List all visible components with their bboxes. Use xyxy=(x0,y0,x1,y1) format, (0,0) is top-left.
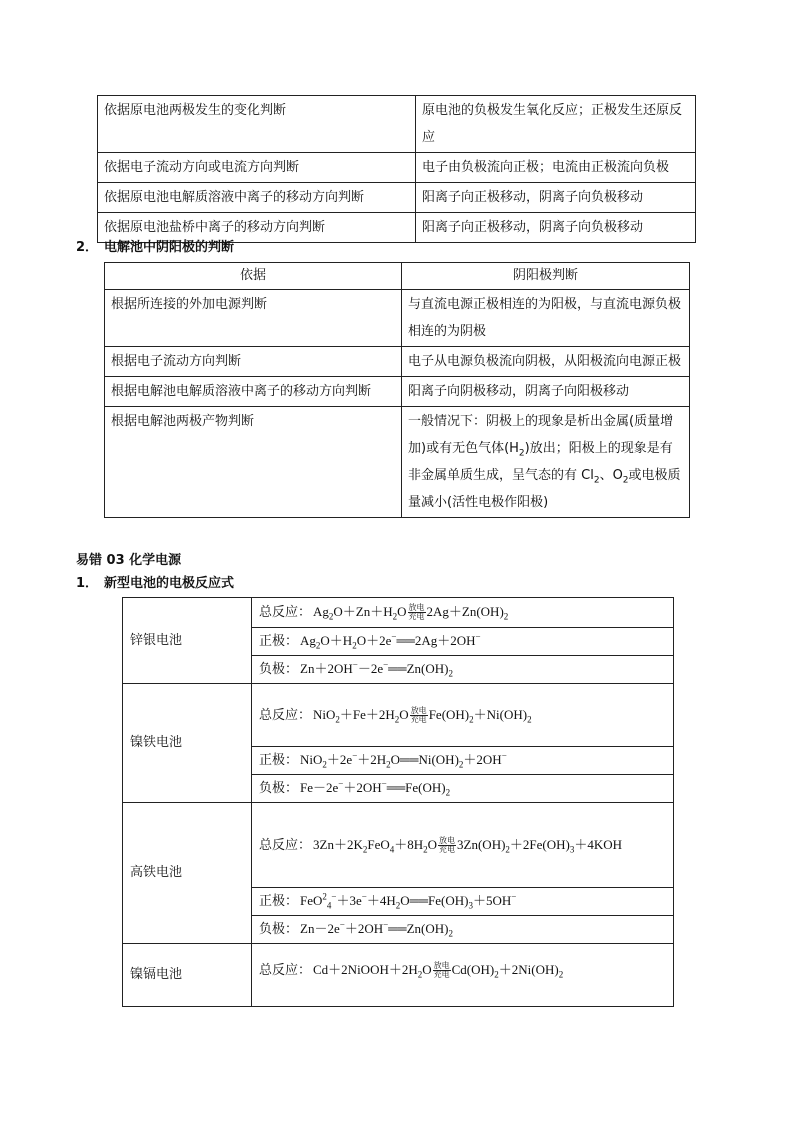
negative-electrode-cell: 负极： $Zn-2e^-+2OH^-══Zn(OH)_2$ xyxy=(252,916,674,944)
result-cell: 电子从电源负极流向阴极，从阳极流向电源正极 xyxy=(402,347,690,377)
basis-cell: 根据电解池两极产物判断 xyxy=(105,407,402,518)
primary-cell-judgment-table xyxy=(97,95,696,243)
column-header-basis: 依据 xyxy=(105,263,402,290)
result-cell: 原电池的负极发生氧化反应；正极发生还原反应 xyxy=(416,96,696,153)
result-cell: 阳离子向正极移动，阴离子向负极移动 xyxy=(416,213,696,243)
discharge-charge-condition: 放电 充电 xyxy=(433,961,450,979)
positive-electrode-cell: 正极： $Ag_2O+H_2O+2e^-══2Ag+2OH^-$ xyxy=(252,628,674,656)
table-row xyxy=(123,598,674,628)
section-heading-electrolysis xyxy=(76,236,234,255)
basis-cell: 依据电子流动方向或电流方向判断 xyxy=(98,153,416,183)
table-row xyxy=(123,803,674,888)
battery-name: 镍铁电池 xyxy=(123,684,252,803)
basis-cell: 根据所连接的外加电源判断 xyxy=(105,290,402,347)
battery-reaction-table xyxy=(122,597,674,1007)
electrolytic-cell-judgment-table xyxy=(104,262,690,518)
total-reaction-cell: 总反应： $3Zn+2K_2FeO_4+8H_2O$ 放电 充电 $3Zn(OH)_2+2Fe(OH)_3+4KOH$ xyxy=(252,803,674,888)
result-cell: 一般情况下：阴极上的现象是析出金属(质量增加)或有无色气体$(H_2)$放出；阳极上的现象是有非金属单质生成，呈气态的有 $Cl_2$、$O_2$或电极质量减小(活性电极作阳极) xyxy=(402,407,690,518)
battery-name: 高铁电池 xyxy=(123,803,252,944)
result-cell: 阳离子向正极移动，阴离子向负极移动 xyxy=(416,183,696,213)
table-row xyxy=(105,290,690,347)
table-row xyxy=(98,153,696,183)
basis-cell: 根据电子流动方向判断 xyxy=(105,347,402,377)
section-heading-batteries xyxy=(76,572,234,591)
battery-name: 镍镉电池 xyxy=(123,944,252,1007)
negative-electrode-cell: 负极： $Zn+2OH^--2e^-══Zn(OH)_2$ xyxy=(252,656,674,684)
section-title: 电解池中阴阳极的判断 xyxy=(104,240,235,255)
positive-electrode-cell: 正极： $NiO_2+2e^-+2H_2O══Ni(OH)_2+2OH^-$ xyxy=(252,747,674,775)
result-cell: 与直流电源正极相连的为阳极，与直流电源负极相连的为阴极 xyxy=(402,290,690,347)
basis-cell: 依据原电池电解质溶液中离子的移动方向判断 xyxy=(98,183,416,213)
table-row xyxy=(123,944,674,1007)
result-cell: 电子由负极流向正极；电流由正极流向负极 xyxy=(416,153,696,183)
negative-electrode-cell: 负极： $Fe-2e^-+2OH^-══Fe(OH)_2$ xyxy=(252,775,674,803)
table-row xyxy=(98,96,696,153)
section-number: 1． xyxy=(76,576,99,591)
column-header-judgment: 阴阳极判断 xyxy=(402,263,690,290)
total-reaction-cell: 总反应： $Cd+2NiOOH+2H_2O$ 放电 充电 $Cd(OH)_2+2Ni(OH)_2$ xyxy=(252,944,674,1007)
total-reaction-cell: 总反应： $NiO_2+Fe+2H_2O$ 放电 充电 $Fe(OH)_2+Ni(OH)_2$ xyxy=(252,684,674,747)
table-row xyxy=(105,407,690,518)
total-reaction-cell: 总反应： $Ag_2O+Zn+H_2O$ 放电 充电 $2Ag+Zn(OH)_2$ xyxy=(252,598,674,628)
table-row xyxy=(105,347,690,377)
table-row xyxy=(123,684,674,747)
table-row xyxy=(98,183,696,213)
table-header-row xyxy=(105,263,690,290)
basis-cell: 依据原电池两极发生的变化判断 xyxy=(98,96,416,153)
result-cell: 阳离子向阴极移动，阴离子向阳极移动 xyxy=(402,377,690,407)
section-title: 新型电池的电极反应式 xyxy=(104,576,235,591)
battery-name: 锌银电池 xyxy=(123,598,252,684)
discharge-charge-condition: 放电 充电 xyxy=(439,835,456,854)
basis-cell: 依据原电池盐桥中离子的移动方向判断 xyxy=(98,213,416,243)
positive-electrode-cell: 正极： $FeO^2_4^-+3e^-+4H_2O══Fe(OH)_3+5OH^-$ xyxy=(252,888,674,916)
basis-cell: 根据电解池电解质溶液中离子的移动方向判断 xyxy=(105,377,402,407)
table-row xyxy=(105,377,690,407)
discharge-charge-condition: 放电 充电 xyxy=(410,705,427,724)
section-number: 2． xyxy=(76,240,99,255)
discharge-charge-condition: 放电 充电 xyxy=(408,603,425,621)
error-heading: 易错 03 化学电源 xyxy=(76,553,182,568)
